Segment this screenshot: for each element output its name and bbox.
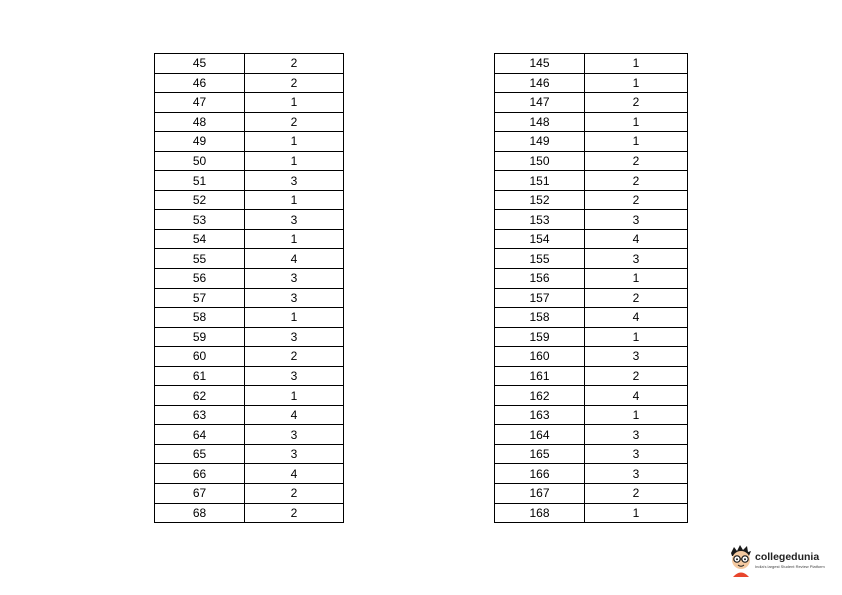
table-row: [495, 444, 688, 464]
answer-key-table-right: [494, 53, 688, 523]
answer-cell: 2: [585, 190, 688, 210]
table-row: [155, 464, 344, 484]
question-number-cell: 165: [495, 444, 585, 464]
question-number-cell: 52: [155, 190, 245, 210]
question-number-cell: 51: [155, 171, 245, 191]
collegedunia-logo[interactable]: [728, 543, 840, 577]
table-row: [155, 73, 344, 93]
table-row: [155, 425, 344, 445]
answer-cell: 4: [585, 308, 688, 328]
question-number-cell: 60: [155, 347, 245, 367]
question-number-cell: 49: [155, 132, 245, 152]
question-number-cell: 156: [495, 269, 585, 289]
question-number-cell: 146: [495, 73, 585, 93]
question-number-cell: 163: [495, 405, 585, 425]
table-row: [495, 171, 688, 191]
answer-key-rows: [495, 54, 688, 523]
answer-cell: 3: [245, 366, 344, 386]
table-row: [495, 249, 688, 269]
question-number-cell: 155: [495, 249, 585, 269]
table-row: [155, 132, 344, 152]
question-number-cell: 147: [495, 93, 585, 113]
table-row: [495, 54, 688, 74]
question-number-cell: 53: [155, 210, 245, 230]
answer-cell: 1: [245, 151, 344, 171]
table-row: [155, 288, 344, 308]
answer-cell: 3: [245, 444, 344, 464]
question-number-cell: 63: [155, 405, 245, 425]
table-row: [495, 425, 688, 445]
table-row: [495, 151, 688, 171]
question-number-cell: 166: [495, 464, 585, 484]
question-number-cell: 162: [495, 386, 585, 406]
answer-cell: 4: [245, 464, 344, 484]
answer-cell: 1: [245, 229, 344, 249]
table-row: [155, 366, 344, 386]
table-row: [155, 484, 344, 504]
answer-cell: 3: [585, 444, 688, 464]
answer-cell: 3: [585, 210, 688, 230]
answer-cell: 2: [585, 484, 688, 504]
answer-cell: 1: [585, 503, 688, 523]
table-row: [155, 229, 344, 249]
question-number-cell: 153: [495, 210, 585, 230]
question-number-cell: 55: [155, 249, 245, 269]
answer-cell: 3: [245, 269, 344, 289]
table-row: [495, 190, 688, 210]
answer-cell: 1: [585, 112, 688, 132]
question-number-cell: 148: [495, 112, 585, 132]
question-number-cell: 58: [155, 308, 245, 328]
answer-cell: 1: [585, 132, 688, 152]
table-row: [155, 210, 344, 230]
question-number-cell: 164: [495, 425, 585, 445]
question-number-cell: 59: [155, 327, 245, 347]
question-number-cell: 62: [155, 386, 245, 406]
answer-cell: 2: [245, 54, 344, 74]
answer-cell: 2: [585, 151, 688, 171]
answer-cell: 2: [245, 112, 344, 132]
question-number-cell: 50: [155, 151, 245, 171]
answer-cell: 2: [245, 73, 344, 93]
answer-cell: 1: [245, 132, 344, 152]
answer-cell: 2: [245, 347, 344, 367]
question-number-cell: 61: [155, 366, 245, 386]
question-number-cell: 48: [155, 112, 245, 132]
question-number-cell: 159: [495, 327, 585, 347]
answer-cell: 3: [245, 288, 344, 308]
table-row: [155, 112, 344, 132]
answer-cell: 1: [585, 327, 688, 347]
question-number-cell: 151: [495, 171, 585, 191]
answer-cell: 1: [585, 54, 688, 74]
table-row: [495, 73, 688, 93]
table-row: [495, 386, 688, 406]
table-row: [495, 288, 688, 308]
table-row: [155, 151, 344, 171]
question-number-cell: 46: [155, 73, 245, 93]
answer-cell: 4: [245, 405, 344, 425]
answer-cell: 3: [245, 171, 344, 191]
question-number-cell: 67: [155, 484, 245, 504]
table-row: [155, 347, 344, 367]
question-number-cell: 66: [155, 464, 245, 484]
answer-cell: 1: [585, 405, 688, 425]
question-number-cell: 160: [495, 347, 585, 367]
table-row: [495, 308, 688, 328]
table-row: [495, 484, 688, 504]
question-number-cell: 57: [155, 288, 245, 308]
table-row: [155, 93, 344, 113]
answer-cell: 2: [585, 366, 688, 386]
table-row: [155, 54, 344, 74]
answer-cell: 1: [245, 93, 344, 113]
question-number-cell: 168: [495, 503, 585, 523]
table-row: [495, 112, 688, 132]
answer-cell: 2: [585, 171, 688, 191]
table-row: [155, 444, 344, 464]
answer-cell: 2: [585, 288, 688, 308]
table-row: [495, 93, 688, 113]
table-row: [495, 327, 688, 347]
question-number-cell: 56: [155, 269, 245, 289]
question-number-cell: 149: [495, 132, 585, 152]
answer-cell: 1: [245, 386, 344, 406]
answer-cell: 1: [585, 73, 688, 93]
table-row: [495, 503, 688, 523]
table-row: [155, 386, 344, 406]
question-number-cell: 45: [155, 54, 245, 74]
question-number-cell: 157: [495, 288, 585, 308]
answer-cell: 3: [585, 464, 688, 484]
question-number-cell: 64: [155, 425, 245, 445]
question-number-cell: 54: [155, 229, 245, 249]
table-row: [155, 327, 344, 347]
answer-cell: 2: [245, 503, 344, 523]
question-number-cell: 47: [155, 93, 245, 113]
table-row: [155, 503, 344, 523]
answer-cell: 2: [585, 93, 688, 113]
question-number-cell: 150: [495, 151, 585, 171]
table-row: [495, 132, 688, 152]
table-row: [495, 229, 688, 249]
answer-cell: 2: [245, 484, 344, 504]
table-row: [155, 190, 344, 210]
question-number-cell: 167: [495, 484, 585, 504]
answer-cell: 3: [585, 249, 688, 269]
answer-cell: 4: [245, 249, 344, 269]
answer-cell: 4: [585, 386, 688, 406]
answer-cell: 4: [585, 229, 688, 249]
table-row: [155, 405, 344, 425]
table-row: [155, 269, 344, 289]
answer-cell: 1: [245, 308, 344, 328]
question-number-cell: 154: [495, 229, 585, 249]
question-number-cell: 145: [495, 54, 585, 74]
question-number-cell: 68: [155, 503, 245, 523]
table-row: [495, 464, 688, 484]
question-number-cell: 152: [495, 190, 585, 210]
table-row: [495, 269, 688, 289]
logo-brand-name: collegedunia: [755, 551, 820, 563]
answer-key-table-left: [154, 53, 344, 523]
table-row: [495, 366, 688, 386]
question-number-cell: 65: [155, 444, 245, 464]
answer-cell: 1: [245, 190, 344, 210]
table-row: [155, 171, 344, 191]
table-row: [495, 210, 688, 230]
answer-cell: 3: [245, 210, 344, 230]
table-row: [495, 347, 688, 367]
answer-cell: 1: [585, 269, 688, 289]
table-row: [155, 308, 344, 328]
answer-cell: 3: [585, 347, 688, 367]
logo-tagline: India's largest Student Review Platform: [755, 564, 825, 569]
answer-cell: 3: [245, 327, 344, 347]
answer-key-rows: [155, 54, 344, 523]
question-number-cell: 158: [495, 308, 585, 328]
answer-cell: 3: [245, 425, 344, 445]
student-mascot-icon: [728, 543, 754, 577]
answer-cell: 3: [585, 425, 688, 445]
table-row: [155, 249, 344, 269]
table-row: [495, 405, 688, 425]
question-number-cell: 161: [495, 366, 585, 386]
